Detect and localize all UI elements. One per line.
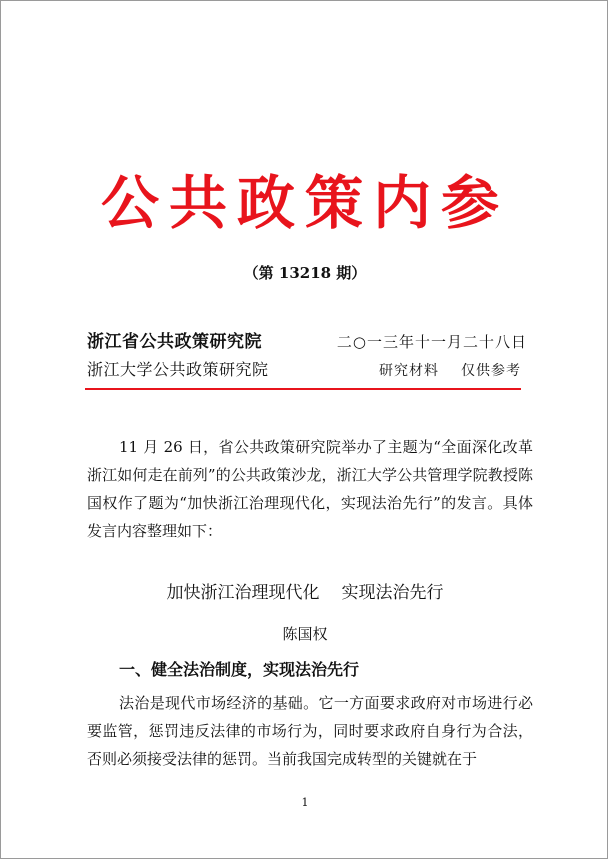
distribution-note-research: 研究材料 xyxy=(379,363,439,379)
distribution-note xyxy=(379,360,521,380)
publisher-row-primary xyxy=(87,327,527,352)
body-paragraph: 法治是现代市场经济的基础。它一方面要求政府对市场进行必要监管，惩罚违反法律的市场行为，同时要求政府自身行为合法，否则必须接受法律的惩罚。当前我国完成转型的关键就在于 xyxy=(87,694,533,768)
publication-date: 二○一三年十一月二十八日 xyxy=(336,333,527,351)
masthead-title: 公共政策内参 xyxy=(100,169,509,237)
header-divider xyxy=(85,388,521,390)
article-title-part-2: 实现法治先行 xyxy=(341,583,444,603)
publisher-row-secondary xyxy=(87,357,527,380)
article-title xyxy=(1,581,608,605)
publisher-secondary: 浙江大学公共政策研究院 xyxy=(87,360,269,379)
publisher-primary: 浙江省公共政策研究院 xyxy=(87,332,262,352)
intro-paragraph: 11 月 26 日，省公共政策研究院举办了主题为“全面深化改革浙江如何走在前列”的公共政策沙龙，浙江大学公共管理学院教授陈国权作了题为“加快浙江治理现代化，实现法治先行”的发言。具体发言内容整理如下： xyxy=(87,438,533,540)
distribution-note-reference: 仅供参考 xyxy=(461,363,521,379)
section-heading: 一、健全法治制度，实现法治先行 xyxy=(119,660,360,679)
article-author: 陈国权 xyxy=(282,625,328,643)
article-title-part-1: 加快浙江治理现代化 xyxy=(166,583,320,603)
page-number: 1 xyxy=(301,796,309,809)
issue-number: （第 13218 期） xyxy=(243,264,367,282)
